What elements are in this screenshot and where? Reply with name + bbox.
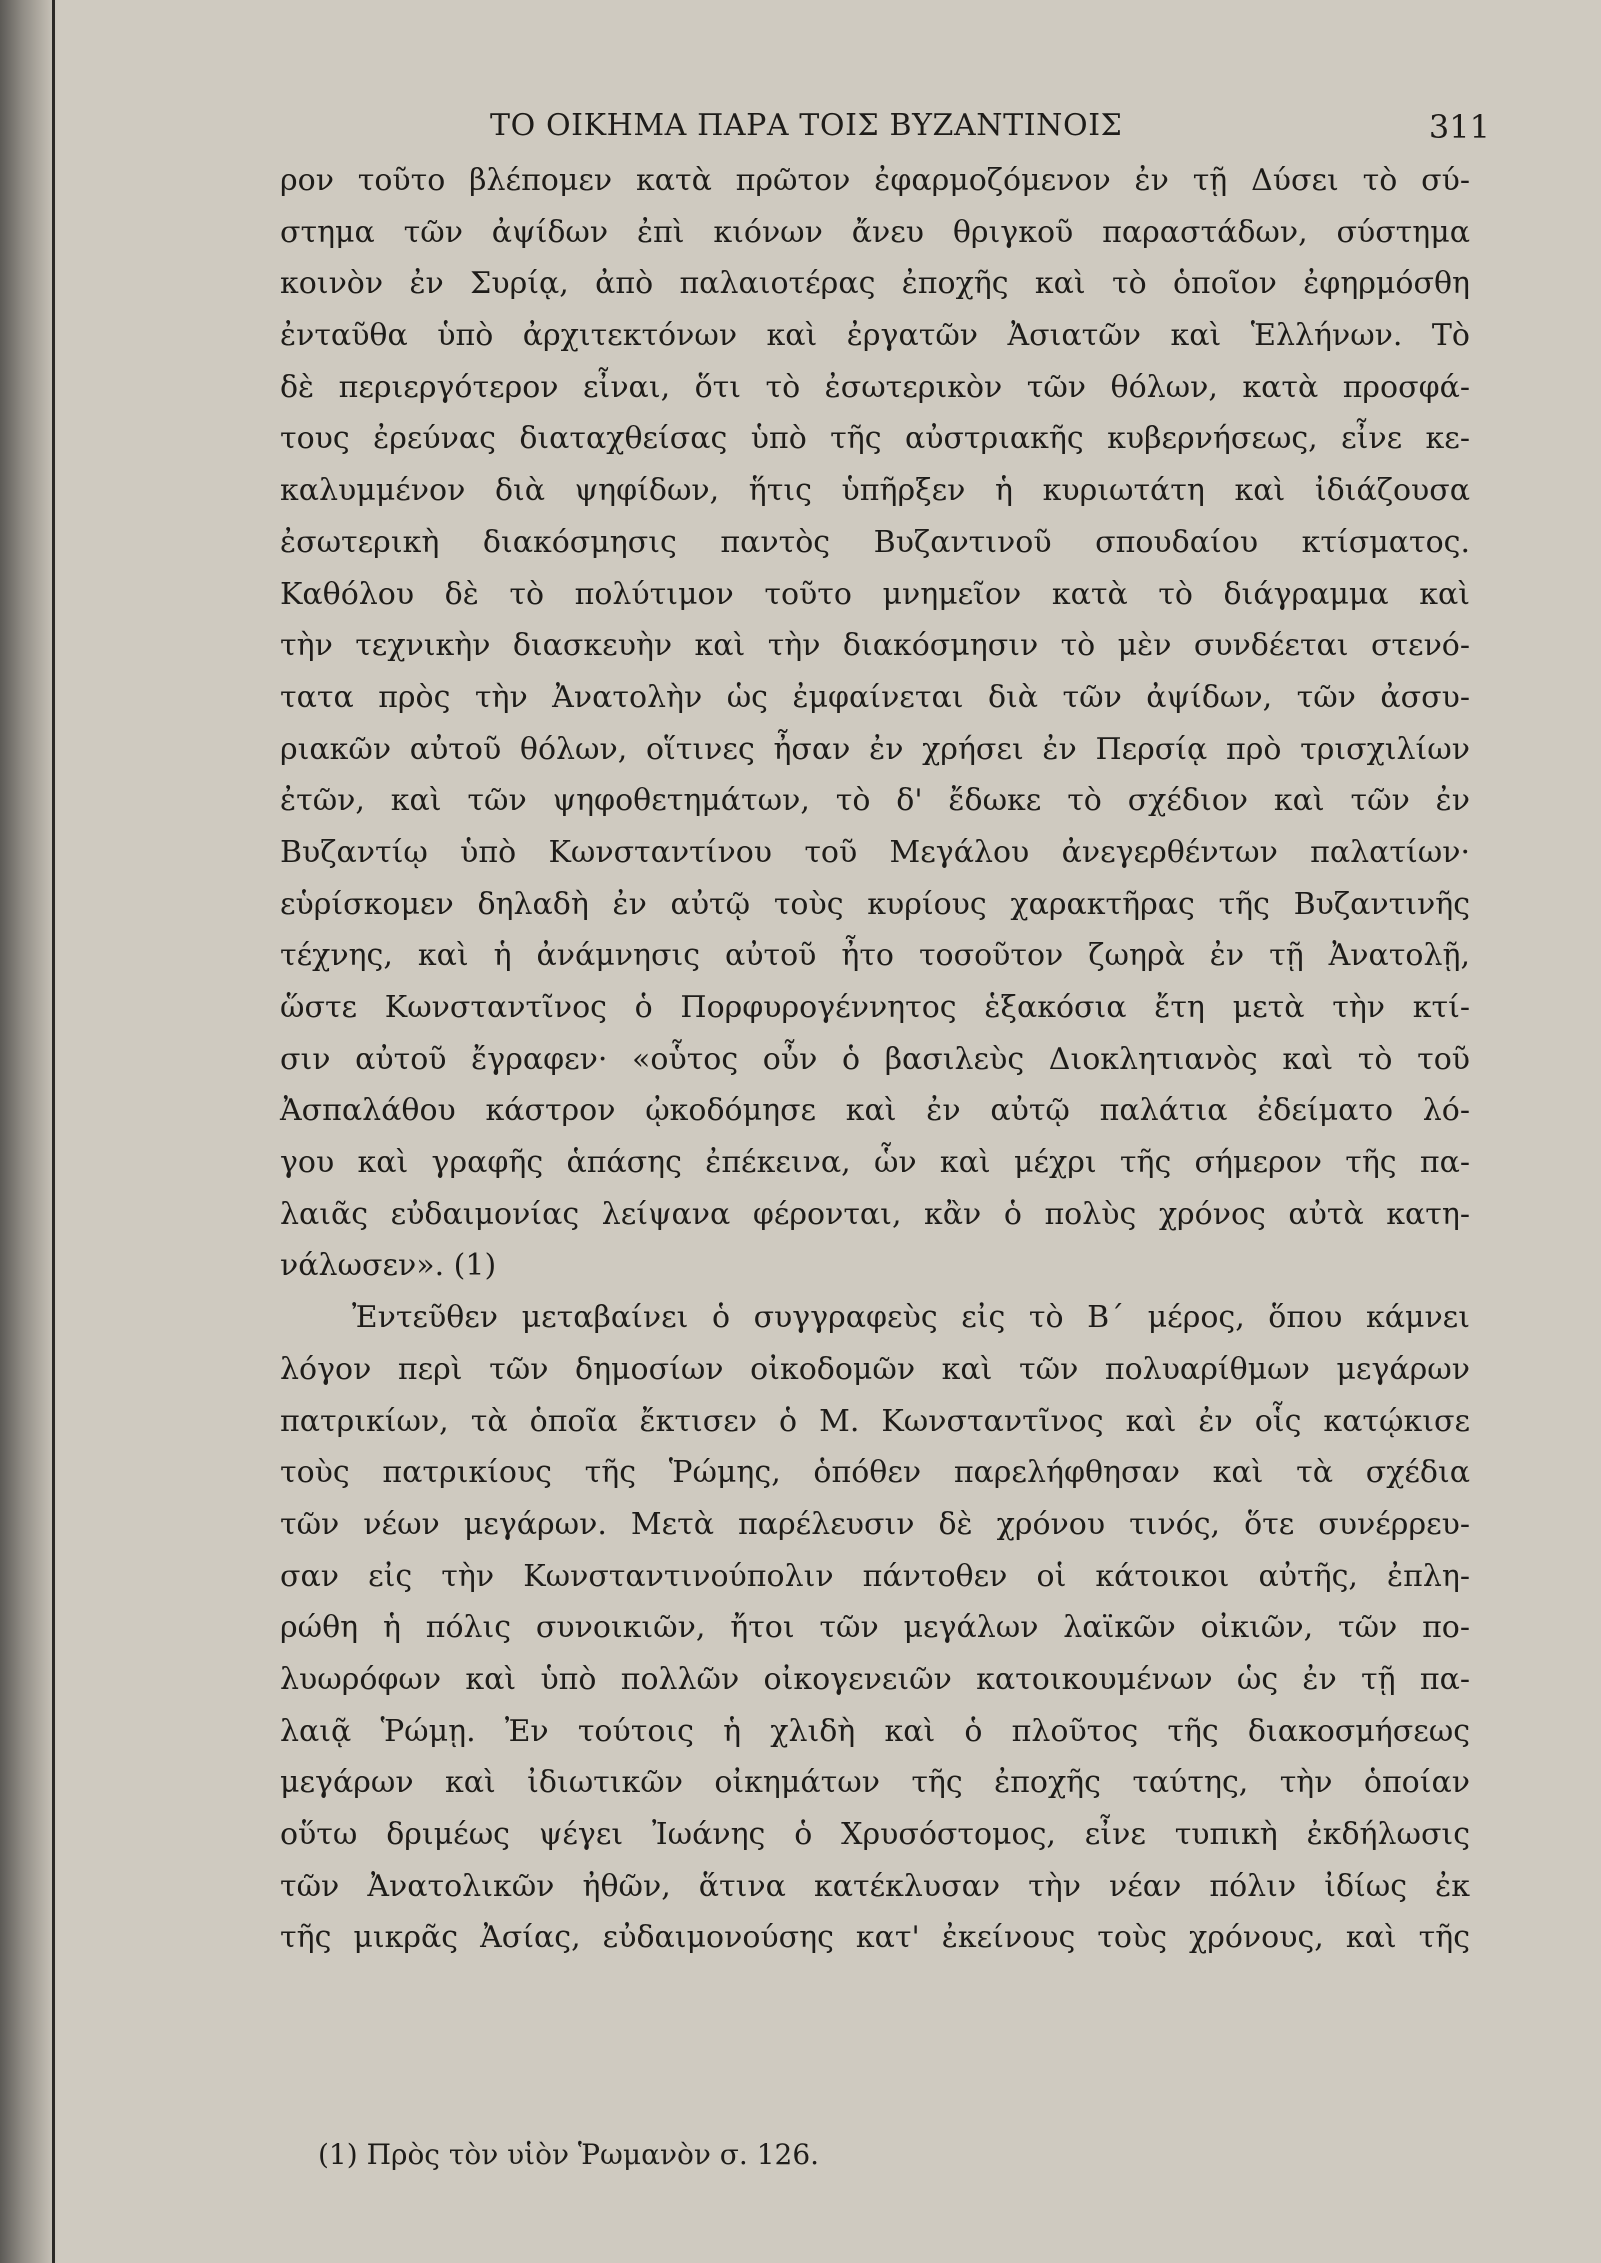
running-head (490, 108, 1490, 158)
footnote: (1) Πρὸς τὸν υἱὸν Ῥωμανὸν σ. 126. (318, 2138, 820, 2171)
text-line: νάλωσεν». (1) (280, 1248, 497, 1284)
text-line: εὑρίσκομεν δηλαδὴ ἐν αὐτῷ τοὺς κυρίους χαρακτῆρας τῆς Βυζαντινῆς (280, 886, 1470, 922)
text-line: γου καὶ γραφῆς ἁπάσης ἐπέκεινα, ὧν καὶ μέχρι τῆς σήμερον τῆς πα- (280, 1145, 1470, 1181)
text-line: στημα τῶν ἀψίδων ἐπὶ κιόνων ἄνευ θριγκοῦ παραστάδων, σύστημα (280, 214, 1470, 250)
book-page (60, 0, 1601, 2263)
text-line: πατρικίων, τὰ ὁποῖα ἔκτισεν ὁ Μ. Κωνσταντῖνος καὶ ἐν οἷς κατῴκισε (280, 1403, 1470, 1439)
text-line: σαν εἰς τὴν Κωνσταντινούπολιν πάντοθεν οἱ κάτοικοι αὐτῆς, ἐπλη- (280, 1558, 1470, 1594)
text-line: τέχνης, καὶ ἡ ἀνάμνησις αὐτοῦ ἦτο τοσοῦτον ζωηρὰ ἐν τῇ Ἀνατολῇ, (280, 938, 1470, 974)
text-line: Ἐντεῦθεν μεταβαίνει ὁ συγγραφεὺς εἰς τὸ Β΄ μέρος, ὅπου κάμνει (352, 1300, 1470, 1336)
text-line: ρον τοῦτο βλέπομεν κατὰ πρῶτον ἐφαρμοζόμενον ἐν τῇ Δύσει τὸ σύ- (280, 163, 1470, 198)
text-line: τους ἐρεύνας διαταχθείσας ὑπὸ τῆς αὐστριακῆς κυβερνήσεως, εἶνε κε- (280, 421, 1470, 457)
text-line: Ἀσπαλάθου κάστρον ᾠκοδόμησε καὶ ἐν αὐτῷ παλάτια ἐδείματο λό- (280, 1093, 1470, 1129)
text-line: λαιᾶς εὐδαιμονίας λείψανα φέρονται, κἂν ὁ πολὺς χρόνος αὐτὰ κατη- (280, 1196, 1470, 1232)
binding-edge (52, 0, 55, 2263)
text-line: τῶν νέων μεγάρων. Μετὰ παρέλευσιν δὲ χρόνου τινός, ὅτε συνέρρευ- (280, 1506, 1470, 1542)
text-line: δὲ περιεργότερον εἶναι, ὅτι τὸ ἐσωτερικὸν τῶν θόλων, κατὰ προσφά- (280, 369, 1470, 405)
text-line: μεγάρων καὶ ἰδιωτικῶν οἰκημάτων τῆς ἐποχῆς ταύτης, τὴν ὁποίαν (280, 1765, 1470, 1801)
text-line: τῆς μικρᾶς Ἀσίας, εὐδαιμονούσης κατ' ἐκείνους τοὺς χρόνους, καὶ τῆς (280, 1920, 1470, 1956)
text-line: σιν αὐτοῦ ἔγραφεν· «οὗτος οὖν ὁ βασιλεὺς Διοκλητιανὸς καὶ τὸ τοῦ (280, 1041, 1470, 1077)
text-line: ἐνταῦθα ὑπὸ ἀρχιτεκτόνων καὶ ἐργατῶν Ἀσιατῶν καὶ Ἑλλήνων. Τὸ (280, 318, 1470, 354)
text-line: ἐτῶν, καὶ τῶν ψηφοθετημάτων, τὸ δ' ἔδωκε τὸ σχέδιον καὶ τῶν ἐν (280, 783, 1470, 819)
text-line: Καθόλου δὲ τὸ πολύτιμον τοῦτο μνημεῖον κατὰ τὸ διάγραμμα καὶ (280, 576, 1470, 612)
text-line: ἐσωτερικὴ διακόσμησις παντὸς Βυζαντινοῦ σπουδαίου κτίσματος. (280, 524, 1470, 560)
text-line: λυωρόφων καὶ ὑπὸ πολλῶν οἰκογενειῶν κατοικουμένων ὡς ἐν τῇ πα- (280, 1661, 1470, 1697)
page-gutter-shadow (0, 0, 58, 2263)
text-line: λόγον περὶ τῶν δημοσίων οἰκοδομῶν καὶ τῶν πολυαρίθμων μεγάρων (280, 1351, 1470, 1387)
text-line: ριακῶν αὐτοῦ θόλων, οἵτινες ἦσαν ἐν χρήσει ἐν Περσίᾳ πρὸ τρισχιλίων (280, 731, 1470, 767)
text-line: Βυζαντίῳ ὑπὸ Κωνσταντίνου τοῦ Μεγάλου ἀνεγερθέντων παλατίων· (280, 834, 1470, 870)
text-line: οὕτω δριμέως ψέγει Ἰωάνης ὁ Χρυσόστομος, εἶνε τυπικὴ ἐκδήλωσις (280, 1817, 1470, 1852)
text-line: κοινὸν ἐν Συρίᾳ, ἀπὸ παλαιοτέρας ἐποχῆς καὶ τὸ ὁποῖον ἐφηρμόσθη (280, 266, 1470, 302)
text-line: τοὺς πατρικίους τῆς Ῥώμης, ὁπόθεν παρελήφθησαν καὶ τὰ σχέδια (280, 1455, 1470, 1491)
text-line: ὥστε Κωνσταντῖνος ὁ Πορφυρογέννητος ἑξακόσια ἔτη μετὰ τὴν κτί- (280, 990, 1470, 1025)
running-title: ΤΟ ΟΙΚΗΜΑ ΠΑΡΑ ΤΟΙΣ ΒΥΖΑΝΤΙΝΟΙΣ (490, 108, 1123, 143)
text-line: λαιᾷ Ῥώμῃ. Ἐν τούτοις ἡ χλιδὴ καὶ ὁ πλοῦτος τῆς διακοσμήσεως (280, 1713, 1470, 1749)
text-line: τατα πρὸς τὴν Ἀνατολὴν ὡς ἐμφαίνεται διὰ τῶν ἀψίδων, τῶν ἀσσυ- (280, 679, 1470, 715)
text-line: τῶν Ἀνατολικῶν ἠθῶν, ἅτινα κατέκλυσαν τὴν νέαν πόλιν ἰδίως ἐκ (280, 1868, 1470, 1904)
text-line: καλυμμένον διὰ ψηφίδων, ἥτις ὑπῆρξεν ἡ κυριωτάτη καὶ ἰδιάζουσα (280, 473, 1470, 509)
body-text (280, 155, 1470, 1964)
text-line: τὴν τεχνικὴν διασκευὴν καὶ τὴν διακόσμησιν τὸ μὲν συνδέεται στενό- (280, 628, 1470, 664)
text-line: ρώθη ἡ πόλις συνοικιῶν, ἤτοι τῶν μεγάλων λαϊκῶν οἰκιῶν, τῶν πο- (280, 1610, 1470, 1646)
page-number: 311 (1428, 108, 1490, 146)
